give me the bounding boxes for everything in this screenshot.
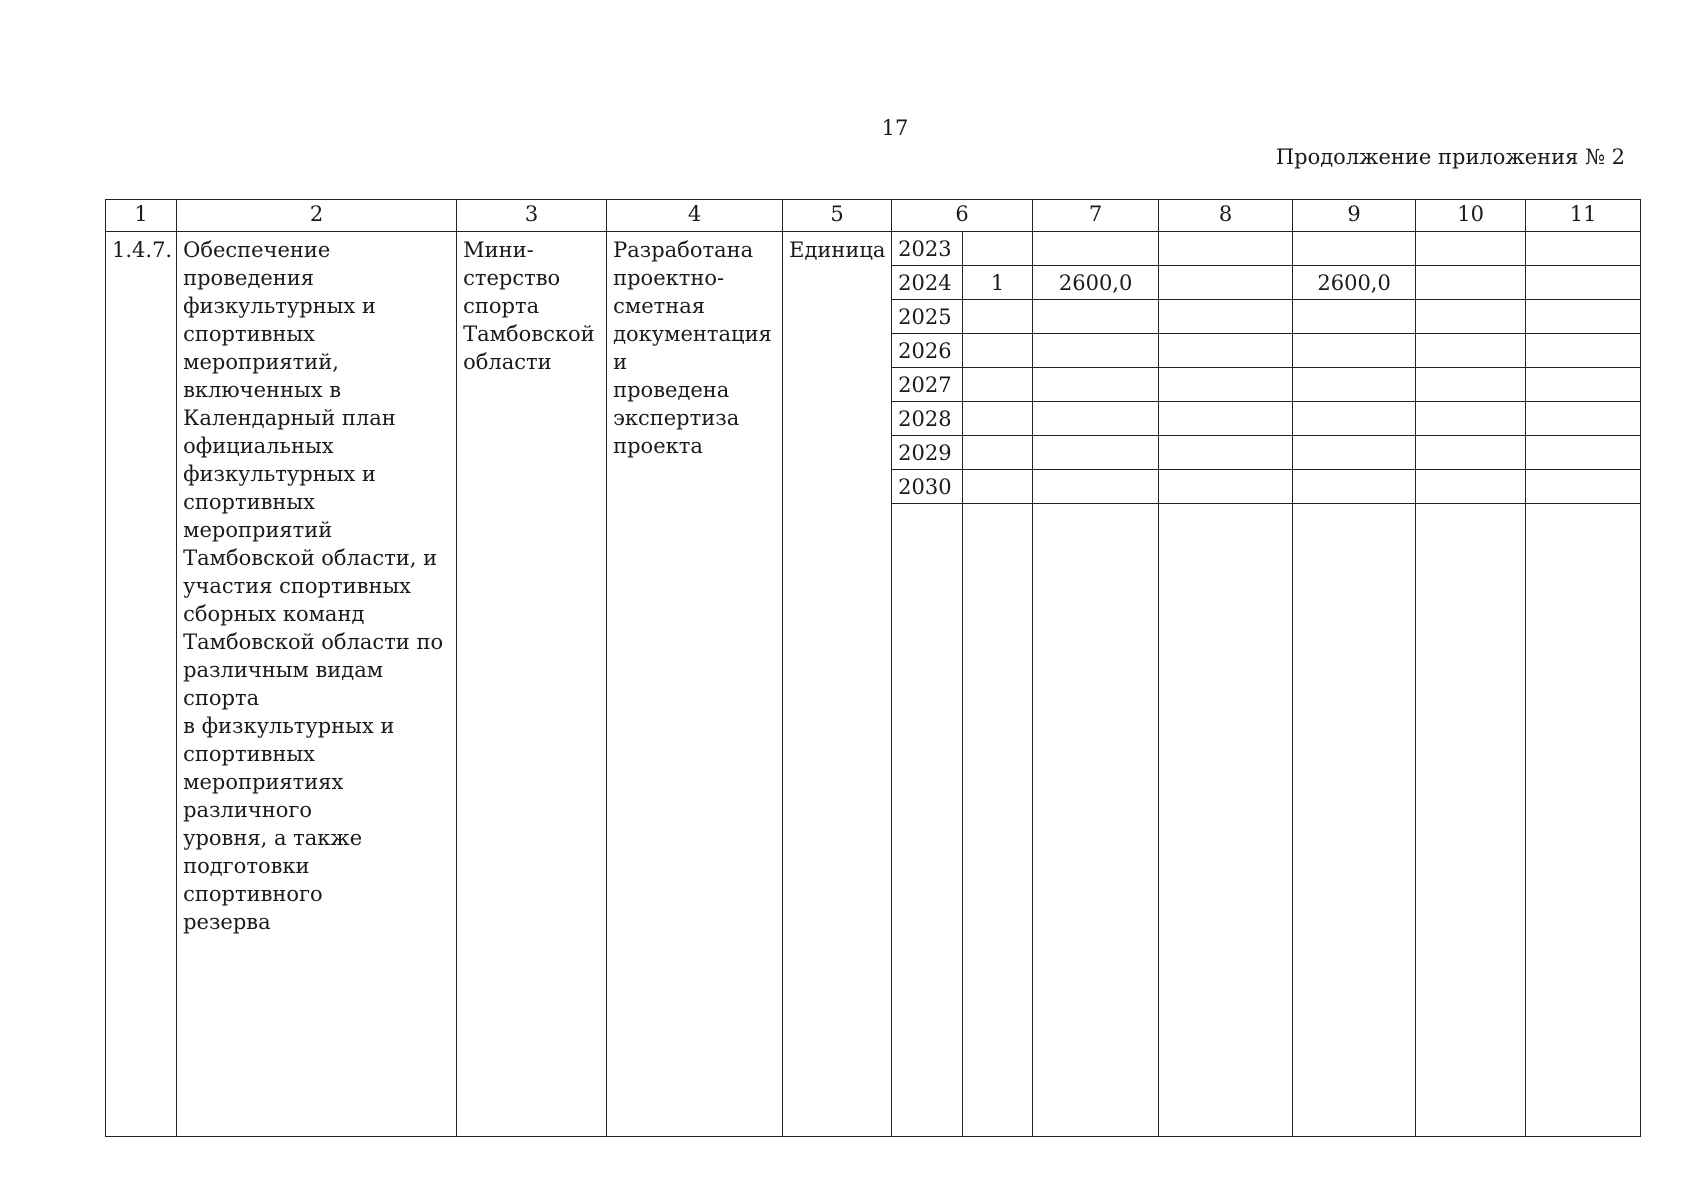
- header-cell: 3: [457, 200, 607, 232]
- col8-cell: [1159, 402, 1293, 436]
- empty-cell: [1033, 504, 1159, 1137]
- col11-cell: [1526, 232, 1641, 266]
- col8-cell: [1159, 266, 1293, 300]
- value-cell: [963, 334, 1033, 368]
- col7-cell: [1033, 334, 1159, 368]
- col11-cell: [1526, 368, 1641, 402]
- col7-cell: 2600,0: [1033, 266, 1159, 300]
- col9-cell: [1293, 402, 1416, 436]
- col8-cell: [1159, 300, 1293, 334]
- row-number: 1.4.7.: [106, 232, 177, 1137]
- col10-cell: [1416, 300, 1526, 334]
- col7-cell: [1033, 436, 1159, 470]
- year-cell: 2028: [892, 402, 963, 436]
- col10-cell: [1416, 368, 1526, 402]
- header-cell: 7: [1033, 200, 1159, 232]
- header-cell: 1: [106, 200, 177, 232]
- col10-cell: [1416, 232, 1526, 266]
- col7-cell: [1033, 470, 1159, 504]
- empty-cell: [1416, 504, 1526, 1137]
- unit: Единица: [783, 232, 892, 1137]
- col11-cell: [1526, 266, 1641, 300]
- col9-cell: 2600,0: [1293, 266, 1416, 300]
- result: Разработана проектно- сметная документация и проведена экспертиза проекта: [607, 232, 783, 1137]
- col8-cell: [1159, 470, 1293, 504]
- year-cell: 2030: [892, 470, 963, 504]
- header-cell: 6: [892, 200, 1033, 232]
- col8-cell: [1159, 368, 1293, 402]
- col11-cell: [1526, 436, 1641, 470]
- col8-cell: [1159, 232, 1293, 266]
- col9-cell: [1293, 368, 1416, 402]
- year-cell: 2025: [892, 300, 963, 334]
- header-cell: 4: [607, 200, 783, 232]
- header-cell: 2: [177, 200, 457, 232]
- header-cell: 9: [1293, 200, 1416, 232]
- year-cell: 2029: [892, 436, 963, 470]
- value-cell: [963, 402, 1033, 436]
- col10-cell: [1416, 266, 1526, 300]
- header-row: [106, 200, 1641, 232]
- value-cell: [963, 470, 1033, 504]
- empty-cell: [1159, 504, 1293, 1137]
- empty-cell: [892, 504, 963, 1137]
- col10-cell: [1416, 470, 1526, 504]
- col7-cell: [1033, 402, 1159, 436]
- header-cell: 11: [1526, 200, 1641, 232]
- value-cell: 1: [963, 266, 1033, 300]
- year-cell: 2024: [892, 266, 963, 300]
- value-cell: [963, 436, 1033, 470]
- col8-cell: [1159, 436, 1293, 470]
- year-cell: 2023: [892, 232, 963, 266]
- col7-cell: [1033, 300, 1159, 334]
- col10-cell: [1416, 436, 1526, 470]
- empty-cell: [1293, 504, 1416, 1137]
- col9-cell: [1293, 232, 1416, 266]
- year-cell: 2026: [892, 334, 963, 368]
- col11-cell: [1526, 402, 1641, 436]
- header-cell: 10: [1416, 200, 1526, 232]
- value-cell: [963, 300, 1033, 334]
- event-description: Обеспечение проведения физкультурных и спортивных мероприятий, включенных в Календарный план официальных физкультурных и спортивных мероприятий Тамбовской области, и участия спортивных сборных команд Тамбовской области по различным видам спорта в физкультурных и спортивных мероприятиях различного уровня, а также подготовки спортивного резерва: [177, 232, 457, 1137]
- year-cell: 2027: [892, 368, 963, 402]
- col7-cell: [1033, 368, 1159, 402]
- empty-cell: [963, 504, 1033, 1137]
- empty-cell: [1526, 504, 1641, 1137]
- col10-cell: [1416, 334, 1526, 368]
- col8-cell: [1159, 334, 1293, 368]
- executor: Мини- стерство спорта Тамбовской области: [457, 232, 607, 1137]
- col9-cell: [1293, 436, 1416, 470]
- value-cell: [963, 232, 1033, 266]
- header-cell: 8: [1159, 200, 1293, 232]
- col11-cell: [1526, 334, 1641, 368]
- page-number: 17: [881, 116, 909, 140]
- value-cell: [963, 368, 1033, 402]
- table-row: [106, 232, 1641, 266]
- appendix-label: Продолжение приложения № 2: [1275, 145, 1625, 169]
- col9-cell: [1293, 300, 1416, 334]
- plan-table: [105, 199, 1641, 1137]
- col7-cell: [1033, 232, 1159, 266]
- col11-cell: [1526, 300, 1641, 334]
- col10-cell: [1416, 402, 1526, 436]
- col9-cell: [1293, 470, 1416, 504]
- col11-cell: [1526, 470, 1641, 504]
- col9-cell: [1293, 334, 1416, 368]
- header-cell: 5: [783, 200, 892, 232]
